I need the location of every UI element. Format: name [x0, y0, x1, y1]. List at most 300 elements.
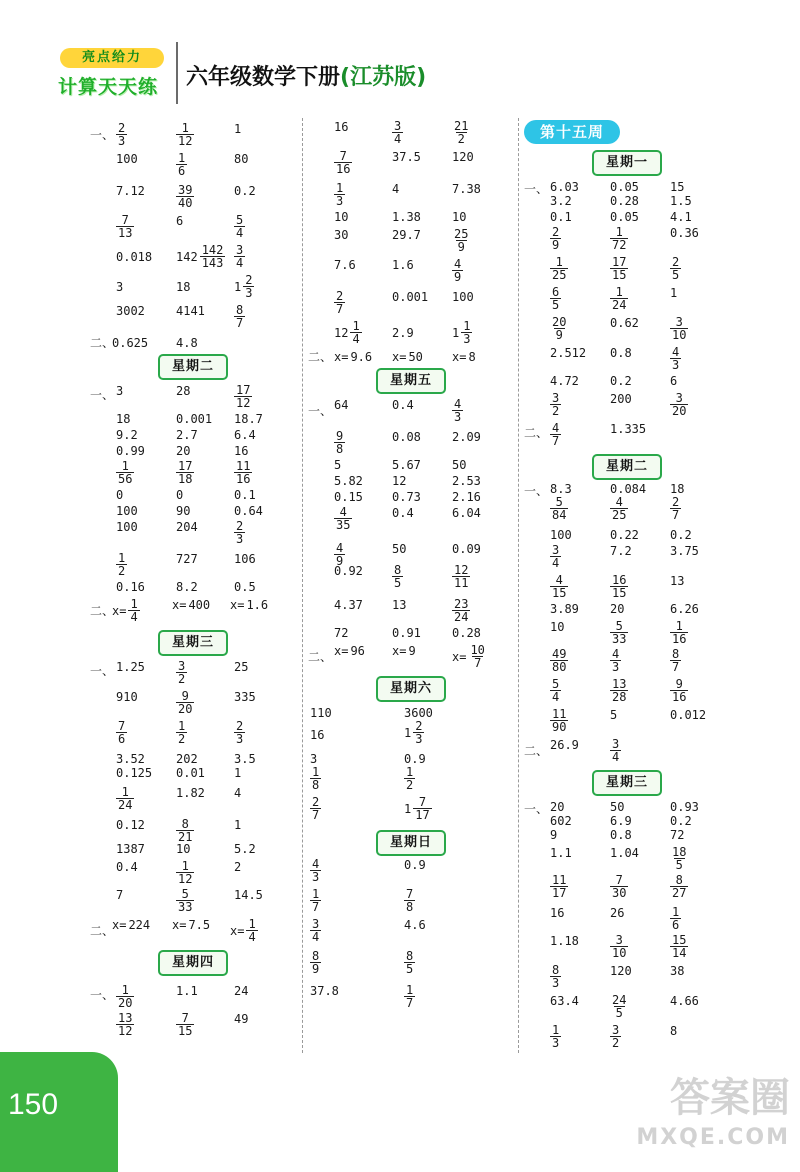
- answer-cell: [452, 120, 470, 145]
- denominator: 4: [394, 132, 402, 146]
- answer-cell: [234, 1012, 248, 1026]
- denominator: 3: [612, 660, 620, 674]
- fraction: [550, 648, 568, 673]
- answer-cell: [334, 644, 365, 658]
- answer-cell: [176, 720, 187, 745]
- answer-cell: [176, 444, 190, 458]
- value-text: 6.26: [670, 602, 699, 616]
- value-text: 100: [550, 528, 572, 542]
- value-text: 1.18: [550, 934, 579, 948]
- answer-cell: [550, 346, 586, 360]
- fraction: [404, 888, 415, 913]
- answer-cell: [334, 506, 352, 531]
- answer-cell: [310, 888, 321, 913]
- denominator: 8: [406, 900, 414, 914]
- numerator: 4: [339, 505, 347, 519]
- answer-cell: [116, 384, 123, 398]
- value-text: 25: [234, 660, 249, 674]
- value-text: 8.2: [176, 580, 198, 594]
- denominator: 2: [612, 1036, 620, 1050]
- denominator: 40: [178, 196, 193, 210]
- answer-cell: [452, 430, 481, 444]
- denominator: 2: [178, 732, 186, 746]
- value-text: 20: [610, 602, 625, 616]
- value-text: 7.2: [610, 544, 632, 558]
- numerator: 1: [406, 765, 414, 779]
- value-text: 7.5: [188, 918, 211, 932]
- fraction: [334, 182, 345, 207]
- answer-cell: [550, 874, 568, 899]
- fraction: [116, 122, 127, 147]
- fraction: [670, 678, 688, 703]
- value-text: 2.53: [452, 474, 481, 488]
- numerator: 23: [454, 597, 469, 611]
- answer-cell: [404, 766, 415, 791]
- value-text: 0.018: [116, 250, 153, 264]
- numerator: 17: [178, 459, 193, 473]
- watermark: [630, 1072, 790, 1167]
- answer-cell: [550, 846, 572, 860]
- answer-cell: [176, 984, 198, 998]
- answer-cell: [176, 752, 198, 766]
- value-text: 4.6: [404, 918, 426, 932]
- value-text: 63.4: [550, 994, 579, 1008]
- value-text: 6.03: [550, 180, 579, 194]
- answer-cell: [176, 152, 187, 177]
- answer-cell: [452, 564, 470, 589]
- value-text: 6: [670, 374, 678, 388]
- value-text: 5.67: [392, 458, 421, 472]
- fraction: [670, 874, 688, 899]
- mixed-number: [176, 244, 225, 269]
- numerator: 8: [406, 949, 414, 963]
- numerator: 8: [552, 963, 560, 977]
- numerator: 16: [612, 573, 627, 587]
- numerator: 5: [236, 213, 244, 227]
- answer-cell: [392, 458, 421, 472]
- numerator: 2: [236, 519, 244, 533]
- answer-cell: [310, 918, 321, 943]
- denominator: 3: [336, 194, 344, 208]
- fraction: [176, 1012, 194, 1037]
- fraction: [310, 766, 321, 791]
- value-text: 0.8: [610, 828, 632, 842]
- answer-cell: [116, 444, 145, 458]
- numerator: 39: [178, 183, 193, 197]
- numerator: 21: [454, 119, 469, 133]
- numerator: 6: [552, 285, 560, 299]
- answer-cell: [112, 918, 150, 932]
- section-marker: [90, 604, 114, 618]
- answer-cell: [670, 574, 684, 588]
- denominator: 7: [236, 316, 244, 330]
- value-text: 7: [116, 888, 124, 902]
- answer-cell: [176, 860, 194, 885]
- fraction: [550, 316, 568, 341]
- answer-cell: [392, 430, 421, 444]
- value-text: 2.7: [176, 428, 198, 442]
- denominator: 16: [336, 162, 351, 176]
- denominator: 3: [118, 134, 126, 148]
- value-text: 20: [550, 800, 565, 814]
- numerator: 1: [248, 917, 256, 931]
- answer-cell: [550, 194, 572, 208]
- answer-cell: [670, 964, 684, 978]
- denominator: 12: [178, 134, 193, 148]
- numerator: 5: [552, 677, 560, 691]
- value-text: 10: [176, 842, 191, 856]
- fraction: [310, 858, 321, 883]
- value-text: 1: [234, 279, 242, 294]
- answer-cell: [116, 786, 134, 811]
- value-text: 9.2: [116, 428, 138, 442]
- value-text: 0: [176, 488, 184, 502]
- day-badge-monday: 星期一: [592, 150, 662, 176]
- numerator: 1: [181, 121, 189, 135]
- fraction: [234, 244, 245, 269]
- label-text: 一、: [524, 484, 549, 498]
- numerator: 8: [394, 563, 402, 577]
- answer-cell: [234, 384, 252, 409]
- answer-cell: [404, 888, 415, 913]
- fraction: [610, 256, 628, 281]
- day-badge-tuesday-wk15: 星期二: [592, 454, 662, 480]
- day-badge-friday: 星期五: [376, 368, 446, 394]
- answer-cell: [116, 1012, 134, 1037]
- value-text: 14.5: [234, 888, 263, 902]
- answer-cell: [550, 648, 568, 673]
- answer-cell: [670, 316, 688, 341]
- label-text: x=: [230, 923, 245, 938]
- numerator: 1: [312, 765, 320, 779]
- fraction: [310, 950, 321, 975]
- answer-cell: [176, 122, 194, 147]
- denominator: 10: [672, 328, 687, 342]
- value-text: 49: [234, 1012, 249, 1026]
- answer-cell: [234, 520, 245, 545]
- denominator: 3: [463, 332, 471, 346]
- value-text: 0.625: [112, 336, 149, 350]
- label-text: 一、: [90, 988, 115, 1002]
- fraction: [310, 918, 321, 943]
- answer-cell: [550, 226, 561, 251]
- fraction: [413, 720, 424, 745]
- answer-cell: [610, 286, 628, 311]
- value-text: 0.36: [670, 226, 699, 240]
- answer-cell: [176, 428, 198, 442]
- numerator: 1: [121, 459, 129, 473]
- answer-cell: [670, 286, 677, 300]
- numerator: 8: [236, 303, 244, 317]
- label-text: x=: [392, 350, 407, 364]
- fraction: [176, 184, 194, 209]
- numerator: 7: [615, 873, 623, 887]
- label-text: 二、: [90, 336, 115, 350]
- answer-cell: [176, 488, 183, 502]
- denominator: 9: [457, 240, 465, 254]
- value-text: 5.82: [334, 474, 363, 488]
- answer-cell: [116, 580, 145, 594]
- answer-cell: [670, 708, 706, 722]
- numerator: 1: [552, 1023, 560, 1037]
- denominator: 143: [201, 256, 224, 270]
- denominator: 5: [552, 298, 560, 312]
- value-text: 100: [116, 520, 138, 534]
- answer-cell: [310, 858, 321, 883]
- page-number: 150: [8, 1088, 59, 1121]
- fraction: [413, 796, 431, 821]
- denominator: 20: [118, 996, 133, 1010]
- answer-cell: [610, 482, 646, 496]
- value-text: 3: [116, 280, 124, 294]
- value-text: 0.012: [670, 708, 707, 722]
- numerator: 3: [615, 933, 623, 947]
- fraction: [392, 564, 403, 589]
- answer-cell: [334, 258, 356, 272]
- fraction: [670, 906, 681, 931]
- answer-cell: [392, 644, 416, 658]
- x-equation: [392, 350, 423, 364]
- fraction: [610, 286, 628, 311]
- fraction: [116, 460, 134, 485]
- day-badge-wednesday: 星期三: [158, 630, 228, 656]
- denominator: 33: [178, 900, 193, 914]
- answer-cell: [670, 194, 692, 208]
- answer-cell: [610, 934, 628, 959]
- numerator: 20: [552, 315, 567, 329]
- answer-cell: [610, 574, 628, 599]
- answer-cell: [550, 814, 572, 828]
- answer-cell: [334, 398, 348, 412]
- answer-cell: [172, 918, 210, 932]
- value-text: 0.9: [404, 752, 426, 766]
- answer-cell: [234, 888, 263, 902]
- answer-cell: [176, 184, 194, 209]
- fraction: [550, 1024, 561, 1049]
- answer-cell: [392, 398, 414, 412]
- fraction: [116, 984, 134, 1009]
- numerator: 1: [336, 181, 344, 195]
- mixed-number: [404, 796, 432, 821]
- numerator: 17: [612, 255, 627, 269]
- answer-cell: [404, 918, 426, 932]
- answer-cell: [334, 430, 345, 455]
- answer-cell: [234, 184, 256, 198]
- answer-cell: [234, 720, 245, 745]
- x-equation: [334, 350, 372, 364]
- value-text: 16: [310, 728, 325, 742]
- answer-cell: [334, 350, 372, 364]
- value-text: 18: [670, 482, 685, 496]
- answer-cell: [550, 256, 568, 281]
- answer-cell: [550, 496, 568, 521]
- answer-cell: [392, 350, 423, 364]
- answer-cell: [610, 708, 617, 722]
- value-text: 100: [452, 290, 474, 304]
- value-text: 20: [176, 444, 191, 458]
- value-text: 0.08: [392, 430, 421, 444]
- numerator: 13: [118, 1011, 133, 1025]
- watermark-logo: 答案圈: [670, 1075, 790, 1121]
- day-badge-saturday: 星期六: [376, 676, 446, 702]
- answer-cell: [230, 918, 258, 943]
- fraction: [550, 708, 568, 733]
- fraction: [200, 244, 226, 269]
- answer-cell: [116, 818, 145, 832]
- answer-cell: [176, 888, 194, 913]
- day-badge-sunday: 星期日: [376, 830, 446, 856]
- value-text: 0.2: [610, 374, 632, 388]
- fraction: [334, 290, 345, 315]
- answer-cell: [610, 180, 639, 194]
- answer-cell: [452, 474, 481, 488]
- denominator: 18: [178, 472, 193, 486]
- value-text: 1.5: [670, 194, 692, 208]
- answer-cell: [550, 708, 568, 733]
- denominator: 15: [552, 586, 567, 600]
- numerator: 2: [672, 255, 680, 269]
- numerator: 25: [454, 227, 469, 241]
- value-text: 4141: [176, 304, 205, 318]
- answer-cell: [670, 392, 688, 417]
- value-text: 3.2: [550, 194, 572, 208]
- label-text: x=: [452, 350, 467, 364]
- answer-cell: [670, 620, 688, 645]
- value-text: 5: [334, 458, 342, 472]
- brand-tagline: 亮点给力: [60, 48, 164, 68]
- value-text: 120: [610, 964, 632, 978]
- numerator: 7: [406, 887, 414, 901]
- value-text: 64: [334, 398, 349, 412]
- value-text: 0.001: [392, 290, 429, 304]
- fraction: [116, 720, 127, 745]
- answer-cell: [116, 250, 152, 264]
- fraction: [176, 888, 194, 913]
- numerator: 3: [612, 737, 620, 751]
- denominator: 7: [312, 900, 320, 914]
- answer-cell: [670, 256, 681, 281]
- value-text: 0.8: [610, 346, 632, 360]
- section-marker: [524, 484, 548, 498]
- answer-cell: [116, 690, 138, 704]
- numerator: 1: [555, 255, 563, 269]
- value-text: 38: [670, 964, 685, 978]
- answer-cell: [452, 210, 466, 224]
- fraction: [176, 720, 187, 745]
- answer-cell: [404, 950, 415, 975]
- value-text: 1.1: [550, 846, 572, 860]
- answer-cell: [392, 490, 421, 504]
- denominator: 3: [672, 358, 680, 372]
- answer-cell: [234, 766, 241, 780]
- value-text: 18: [176, 280, 191, 294]
- fraction: [334, 430, 345, 455]
- answer-cell: [234, 984, 248, 998]
- answer-cell: [610, 528, 639, 542]
- numerator: 5: [181, 887, 189, 901]
- numerator: 5: [555, 495, 563, 509]
- denominator: 2: [406, 778, 414, 792]
- answer-cell: [176, 690, 194, 715]
- value-text: 0.001: [176, 412, 213, 426]
- answer-cell: [234, 412, 263, 426]
- value-text: 0.91: [392, 626, 421, 640]
- numerator: 49: [552, 647, 567, 661]
- value-text: 1.38: [392, 210, 421, 224]
- day-badge-thursday: 星期四: [158, 950, 228, 976]
- answer-cell: [550, 602, 579, 616]
- numerator: 3: [312, 917, 320, 931]
- denominator: 9: [454, 270, 462, 284]
- value-text: 37.5: [392, 150, 421, 164]
- value-text: 335: [234, 690, 256, 704]
- fraction: [246, 918, 257, 943]
- value-text: 0.1: [234, 488, 256, 502]
- fraction: [550, 286, 561, 311]
- answer-cell: [176, 384, 190, 398]
- value-text: 50: [452, 458, 467, 472]
- x-equation: [112, 918, 150, 932]
- answer-cell: [112, 598, 140, 623]
- answer-cell: [116, 184, 145, 198]
- answer-cell: [392, 120, 403, 145]
- answer-cell: [670, 496, 681, 521]
- fraction: [310, 796, 321, 821]
- denominator: 15: [178, 1024, 193, 1038]
- answer-cell: [116, 520, 138, 534]
- value-text: 90: [176, 504, 191, 518]
- answer-cell: [176, 842, 190, 856]
- denominator: 2: [118, 564, 126, 578]
- numerator: 4: [454, 397, 462, 411]
- label-text: 二、: [308, 650, 333, 664]
- section-marker: [524, 426, 548, 440]
- answer-cell: [452, 290, 474, 304]
- value-text: 0.09: [452, 542, 481, 556]
- value-text: 1: [452, 325, 460, 340]
- answer-cell: [234, 690, 256, 704]
- fraction: [610, 648, 621, 673]
- numerator: 1: [615, 225, 623, 239]
- numerator: 4: [555, 573, 563, 587]
- column-divider-2: [518, 118, 519, 1053]
- answer-cell: [116, 752, 145, 766]
- denominator: 4: [612, 750, 620, 764]
- denominator: 7: [672, 660, 680, 674]
- value-text: 1.335: [610, 422, 647, 436]
- denominator: 4: [236, 256, 244, 270]
- value-text: 16: [334, 120, 349, 134]
- value-text: 72: [670, 828, 685, 842]
- answer-cell: [234, 444, 248, 458]
- answer-cell: [452, 458, 466, 472]
- answer-cell: [334, 290, 345, 315]
- answer-cell: [670, 828, 684, 842]
- answer-cell: [610, 422, 646, 436]
- denominator: 9: [555, 328, 563, 342]
- answer-cell: [234, 428, 256, 442]
- answer-cell: [234, 274, 254, 299]
- value-text: 2.9: [392, 326, 414, 340]
- mixed-number: [404, 720, 424, 745]
- day-badge-wednesday-wk15: 星期三: [592, 770, 662, 796]
- denominator: 17: [552, 886, 567, 900]
- denominator: 3: [415, 732, 423, 746]
- label-text: x=: [172, 918, 187, 932]
- fraction: [670, 316, 688, 341]
- answer-cell: [234, 122, 241, 136]
- answer-cell: [404, 984, 415, 1009]
